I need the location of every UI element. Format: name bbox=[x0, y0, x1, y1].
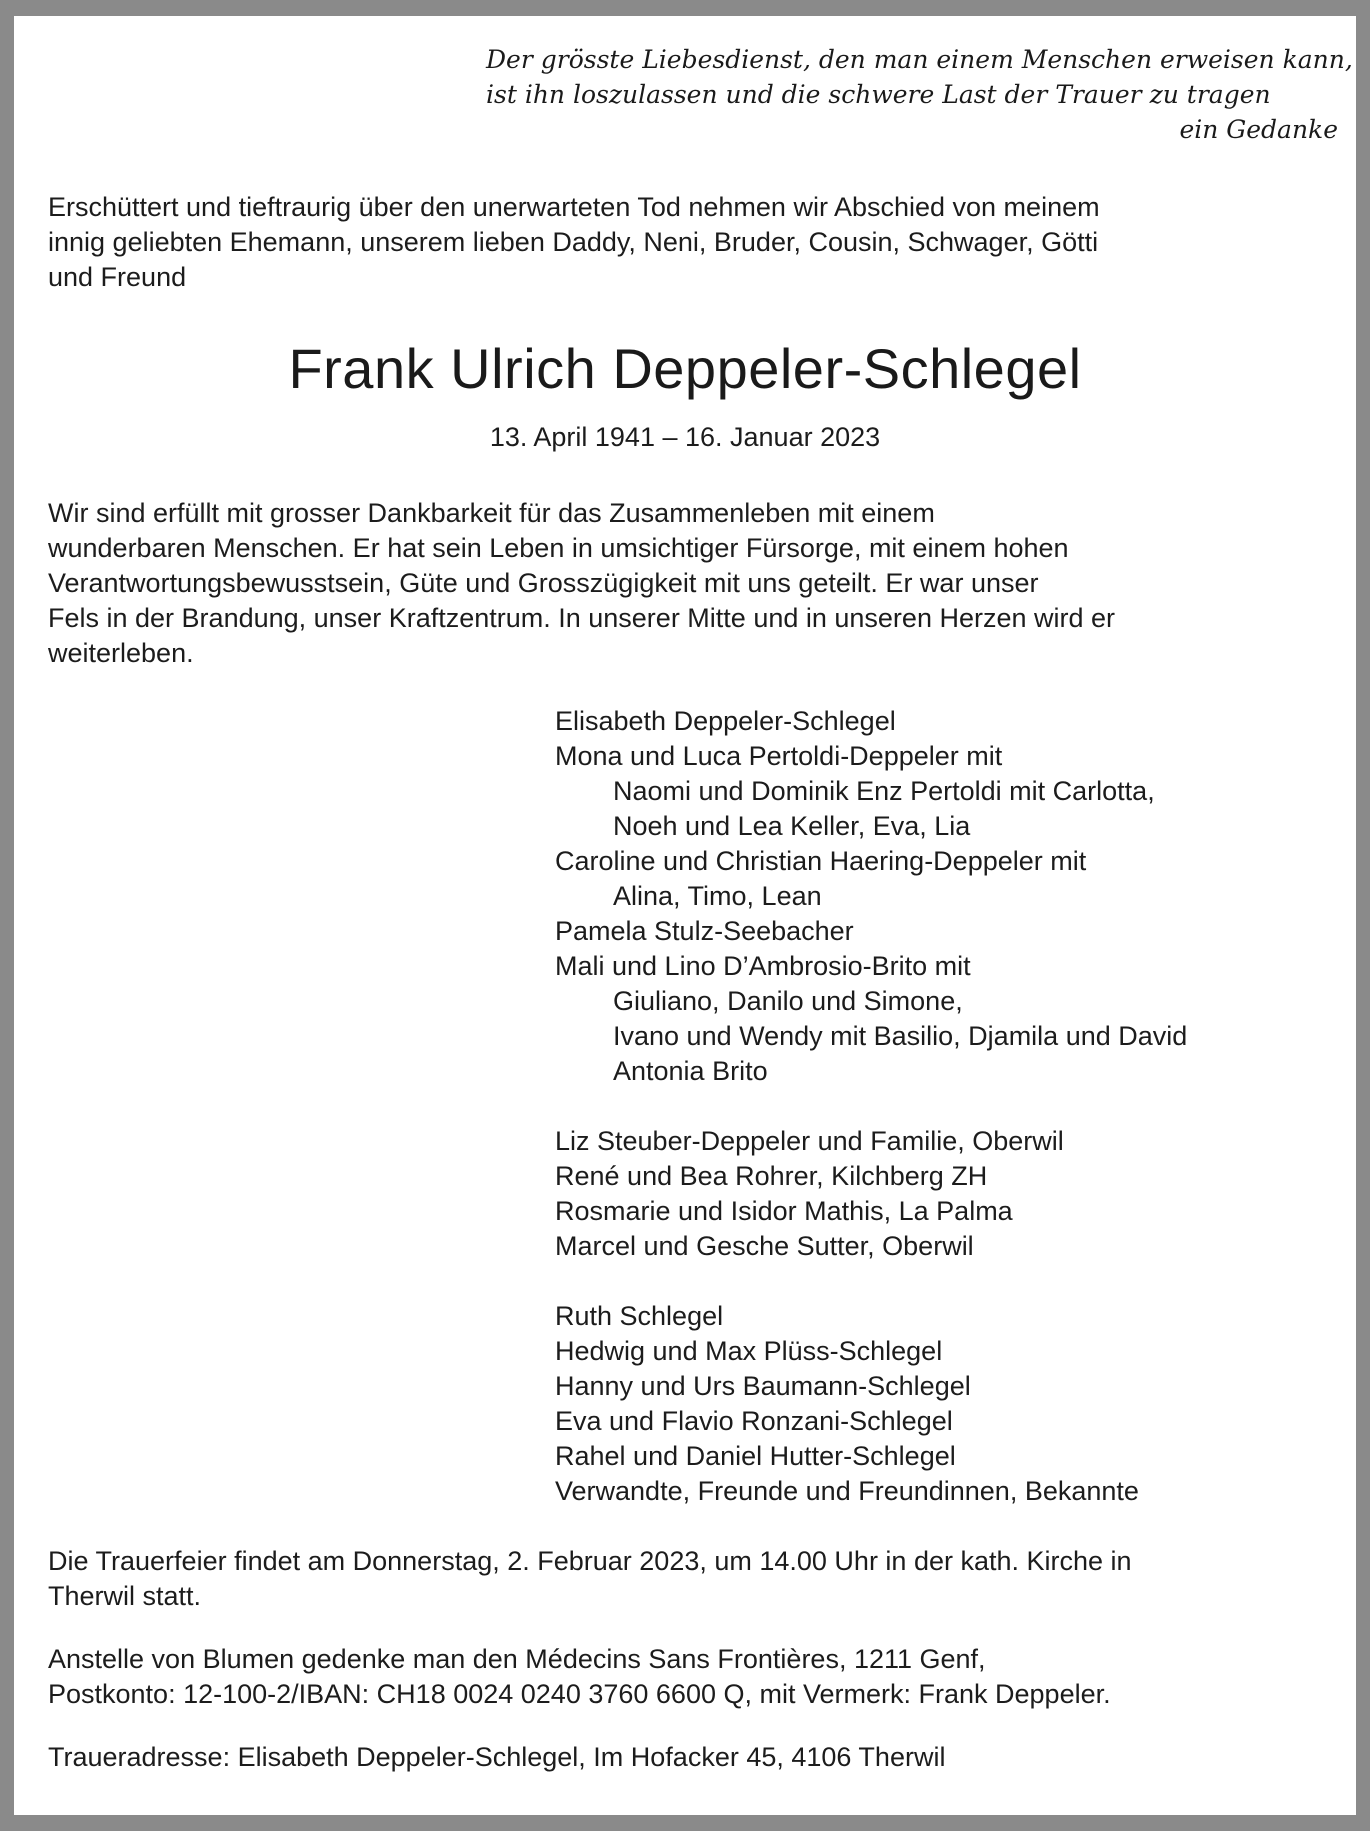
quote-line-2: ist ihn loszulassen und die schwere Last der Trauer zu tragen bbox=[486, 80, 1271, 109]
donation-line-1: Anstelle von Blumen gedenke man den Médecins Sans Frontières, 1211 Genf, bbox=[48, 1644, 986, 1674]
intro-line-2: innig geliebten Ehemann, unserem lieben Daddy, Neni, Bruder, Cousin, Schwager, Götti bbox=[48, 227, 1099, 257]
epigraph-quote bbox=[486, 42, 1353, 147]
list-item: Ivano und Wendy mit Basilio, Djamila und David bbox=[613, 1021, 1188, 1051]
tribute-line-1: Wir sind erfüllt mit grosser Dankbarkeit für das Zusammenleben mit einem bbox=[48, 498, 935, 528]
list-item: Hanny und Urs Baumann-Schlegel bbox=[555, 1371, 971, 1401]
life-dates: 13. April 1941 – 16. Januar 2023 bbox=[489, 422, 881, 452]
list-item: Rahel und Daniel Hutter-Schlegel bbox=[555, 1441, 956, 1471]
list-item: Liz Steuber-Deppeler und Familie, Oberwil bbox=[555, 1126, 1064, 1156]
donation-line-2: Postkonto: 12-100-2/IBAN: CH18 0024 0240 3760 6600 Q, mit Vermerk: Frank Deppeler. bbox=[48, 1679, 1111, 1709]
list-item: Antonia Brito bbox=[613, 1056, 768, 1086]
list-item: Noeh und Lea Keller, Eva, Lia bbox=[613, 811, 971, 841]
intro-paragraph bbox=[48, 190, 1338, 295]
quote-author: ein Gedanke bbox=[1179, 115, 1338, 144]
group-spacer bbox=[555, 1264, 1335, 1299]
donation-notice bbox=[48, 1642, 1338, 1712]
list-item: Rosmarie und Isidor Mathis, La Palma bbox=[555, 1196, 1013, 1226]
group-spacer bbox=[555, 1089, 1335, 1124]
service-line-2: Therwil statt. bbox=[48, 1581, 202, 1611]
service-line-1: Die Trauerfeier findet am Donnerstag, 2. Februar 2023, um 14.00 Uhr in der kath. Kirche in bbox=[48, 1546, 1132, 1576]
tribute-paragraph bbox=[48, 496, 1338, 671]
tribute-line-5: weiterleben. bbox=[48, 638, 194, 668]
list-item: Verwandte, Freunde und Freundinnen, Bekannte bbox=[555, 1476, 1139, 1506]
list-item: Caroline und Christian Haering-Deppeler mit bbox=[555, 846, 1087, 876]
obituary-page bbox=[14, 16, 1356, 1815]
tribute-line-4: Fels in der Brandung, unser Kraftzentrum. In unserer Mitte und in unseren Herzen wird er bbox=[48, 603, 1116, 633]
list-item: Marcel und Gesche Sutter, Oberwil bbox=[555, 1231, 974, 1261]
list-item: Eva und Flavio Ronzani-Schlegel bbox=[555, 1406, 953, 1436]
list-item: René und Bea Rohrer, Kilchberg ZH bbox=[555, 1161, 988, 1191]
list-item: Hedwig und Max Plüss-Schlegel bbox=[555, 1336, 943, 1366]
quote-line-1: Der grösste Liebesdienst, den man einem Menschen erweisen kann, bbox=[486, 45, 1353, 74]
tribute-line-3: Verantwortungsbewusstsein, Güte und Grosszügigkeit mit uns geteilt. Er war unser bbox=[48, 568, 1039, 598]
list-item: Ruth Schlegel bbox=[555, 1301, 724, 1331]
list-item: Mali und Lino D’Ambrosio-Brito mit bbox=[555, 951, 971, 981]
list-item: Giuliano, Danilo und Simone, bbox=[613, 986, 963, 1016]
deceased-name: Frank Ulrich Deppeler-Schlegel bbox=[288, 337, 1082, 400]
mourning-address: Traueradresse: Elisabeth Deppeler-Schlegel, Im Hofacker 45, 4106 Therwil bbox=[48, 1742, 946, 1772]
intro-line-3: und Freund bbox=[48, 262, 187, 292]
list-item: Mona und Luca Pertoldi-Deppeler mit bbox=[555, 741, 1003, 771]
list-item: Naomi und Dominik Enz Pertoldi mit Carlotta, bbox=[613, 776, 1155, 806]
mourners-list bbox=[555, 704, 1335, 1509]
list-item: Pamela Stulz-Seebacher bbox=[555, 916, 854, 946]
list-item: Elisabeth Deppeler-Schlegel bbox=[555, 706, 896, 736]
service-notice bbox=[48, 1544, 1338, 1614]
list-item: Alina, Timo, Lean bbox=[613, 881, 822, 911]
tribute-line-2: wunderbaren Menschen. Er hat sein Leben in umsichtiger Fürsorge, mit einem hohen bbox=[48, 533, 1069, 563]
intro-line-1: Erschüttert und tieftraurig über den unerwarteten Tod nehmen wir Abschied von meinem bbox=[48, 192, 1100, 222]
